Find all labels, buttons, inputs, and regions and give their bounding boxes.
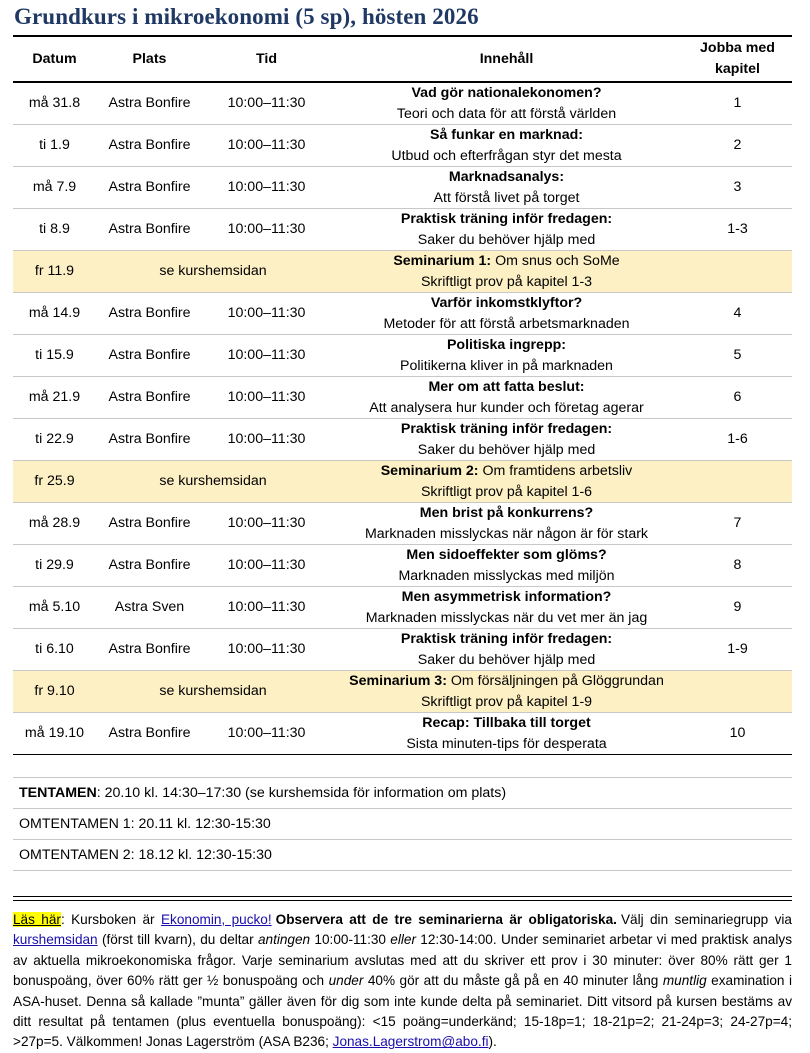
cell-innehall — [330, 293, 683, 335]
tentamen-text: : 20.10 kl. 14:30–17:30 (se kurshemsida för information om plats) — [96, 785, 507, 801]
cell-tid: 10:00–11:30 — [203, 545, 330, 587]
table-row — [13, 125, 792, 167]
cell-kapitel: 4 — [683, 293, 792, 335]
cell-plats: Astra Bonfire — [96, 503, 203, 545]
table-row — [13, 167, 792, 209]
info-em-3: under — [328, 973, 364, 989]
cell-tid: 10:00–11:30 — [203, 82, 330, 125]
cell-datum: må 19.10 — [13, 713, 96, 755]
cell-tid: 10:00–11:30 — [203, 629, 330, 671]
info-text-7: examination i ASA-huset. Denna så kallade ”munta” gäller även för dig som inte kunde delta på seminariet. Ditt vitsord på kursen bestäms av ditt resultat på tentamen (plus eventuella bonuspoäng): <15 poäng=underkänd; 15-18p=1; 18-21p=2; 21-24p=3; 24-27p=4; >27p=5. Välkommen! Jonas Lagerström (ASA B236; — [13, 973, 792, 1050]
tentamen-label: TENTAMEN — [19, 785, 97, 801]
seminar-row — [13, 671, 792, 713]
cell-plats: Astra Bonfire — [96, 293, 203, 335]
cell-datum: ti 8.9 — [13, 209, 96, 251]
cell-innehall — [330, 251, 683, 293]
seminar-row — [13, 251, 792, 293]
cell-innehall — [330, 125, 683, 167]
seminar-test: Skriftligt prov på kapitel 1-9 — [420, 693, 593, 710]
table-row — [13, 209, 792, 251]
cell-innehall — [330, 419, 683, 461]
book-link[interactable]: Ekonomin, pucko! — [160, 912, 272, 927]
topic-title: Men asymmetrisk information? — [401, 589, 612, 605]
topic-text: Marknaden misslyckas med miljön — [398, 567, 615, 584]
cell-kapitel: 7 — [683, 503, 792, 545]
cell-innehall — [330, 629, 683, 671]
cell-plats: Astra Bonfire — [96, 629, 203, 671]
exam-row-omtentamen-1: OMTENTAMEN 1: 20.11 kl. 12:30-15:30 — [13, 808, 792, 839]
topic-text: Marknaden misslyckas när någon är för stark — [364, 525, 649, 542]
cell-plats: Astra Bonfire — [96, 82, 203, 125]
cell-plats: Astra Bonfire — [96, 335, 203, 377]
cell-kapitel: 1-3 — [683, 209, 792, 251]
course-site-link[interactable]: kurshemsidan — [13, 932, 98, 948]
seminar-topic: Om snus och SoMe — [495, 253, 620, 269]
cell-plats: se kurshemsidan — [96, 461, 330, 503]
cell-innehall — [330, 713, 683, 755]
cell-kapitel: 6 — [683, 377, 792, 419]
cell-kapitel — [683, 671, 792, 713]
exam-row-omtentamen-2: OMTENTAMEN 2: 18.12 kl. 12:30-15:30 — [13, 839, 792, 871]
header-kapitel — [683, 36, 792, 82]
seminar-test: Skriftligt prov på kapitel 1-6 — [420, 483, 593, 500]
info-em-2: eller — [390, 932, 416, 948]
cell-innehall — [330, 167, 683, 209]
info-em-1: antingen — [257, 932, 311, 948]
topic-title: Praktisk träning inför fredagen: — [400, 421, 613, 437]
cell-kapitel: 8 — [683, 545, 792, 587]
cell-kapitel: 1-9 — [683, 629, 792, 671]
topic-text: Saker du behöver hjälp med — [417, 651, 596, 668]
topic-title: Varför inkomstklyftor? — [430, 295, 583, 311]
cell-datum: ti 29.9 — [13, 545, 96, 587]
seminar-test: Skriftligt prov på kapitel 1-3 — [420, 273, 593, 290]
topic-text: Metoder för att förstå arbetsmarknaden — [383, 315, 630, 332]
topic-title: Praktisk träning inför fredagen: — [400, 631, 613, 647]
topic-title: Vad gör nationalekonomen? — [411, 85, 602, 101]
cell-innehall — [330, 82, 683, 125]
seminar-title: Seminarium 2: — [380, 463, 479, 479]
topic-title: Så funkar en marknad: — [430, 127, 583, 143]
topic-text: Utbud och efterfrågan styr det mesta — [391, 147, 622, 164]
cell-kapitel: 1-6 — [683, 419, 792, 461]
cell-tid: 10:00–11:30 — [203, 209, 330, 251]
cell-plats: Astra Bonfire — [96, 209, 203, 251]
seminar-title: Seminarium 3: — [349, 673, 447, 689]
topic-title: Men brist på konkurrens? — [419, 505, 594, 521]
cell-tid: 10:00–11:30 — [203, 125, 330, 167]
read-here-highlight: Läs här — [13, 912, 61, 927]
cell-tid: 10:00–11:30 — [203, 377, 330, 419]
cell-innehall — [330, 545, 683, 587]
info-text-3: (först till kvarn), du deltar — [101, 932, 258, 948]
topic-title: Recap: Tillbaka till torget — [422, 715, 591, 731]
info-text-8: ). — [488, 1034, 497, 1050]
cell-tid: 10:00–11:30 — [203, 503, 330, 545]
header-datum: Datum — [13, 36, 96, 82]
cell-tid: 10:00–11:30 — [203, 419, 330, 461]
topic-title: Marknadsanalys: — [448, 169, 565, 185]
cell-kapitel — [683, 461, 792, 503]
cell-datum: ti 6.10 — [13, 629, 96, 671]
mandatory-notice: Observera att de tre seminarierna är obligatoriska. — [275, 912, 617, 927]
cell-innehall — [330, 671, 683, 713]
info-text-5: 12:30-14:00. Under seminariet arbetar vi med praktisk analys av aktuella mikroekonomiska frågor. Varje seminarium avslutas med att du skriver ett prov i 30 minuter: över 80% rätt ger 1 bonuspoäng, över 60% rätt ger ½ bonuspoäng och — [13, 932, 792, 989]
table-row — [13, 419, 792, 461]
info-text-4: 10:00-11:30 — [310, 932, 391, 948]
divider-top — [13, 896, 792, 897]
table-row — [13, 335, 792, 377]
cell-plats: Astra Bonfire — [96, 419, 203, 461]
topic-text: Sista minuten-tips för desperata — [406, 735, 607, 752]
cell-datum: ti 15.9 — [13, 335, 96, 377]
cell-plats: Astra Bonfire — [96, 125, 203, 167]
table-row — [13, 377, 792, 419]
cell-tid: 10:00–11:30 — [203, 587, 330, 629]
topic-title: Praktisk träning inför fredagen: — [400, 211, 613, 227]
topic-text: Marknaden misslyckas när du vet mer än jag — [365, 609, 648, 626]
cell-tid: 10:00–11:30 — [203, 713, 330, 755]
info-em-4: muntlig — [662, 973, 707, 989]
cell-tid: 10:00–11:30 — [203, 167, 330, 209]
topic-title: Mer om att fatta beslut: — [428, 379, 585, 395]
cell-innehall — [330, 503, 683, 545]
table-row — [13, 293, 792, 335]
cell-datum: ti 22.9 — [13, 419, 96, 461]
cell-datum: må 31.8 — [13, 82, 96, 125]
topic-text: Teori och data för att förstå världen — [396, 105, 617, 122]
schedule-table — [13, 35, 792, 755]
table-row — [13, 587, 792, 629]
cell-kapitel: 10 — [683, 713, 792, 755]
header-kapitel-line2: kapitel — [715, 61, 760, 77]
cell-tid: 10:00–11:30 — [203, 335, 330, 377]
course-info-paragraph — [13, 910, 792, 1053]
cell-datum: fr 11.9 — [13, 251, 96, 293]
cell-kapitel: 5 — [683, 335, 792, 377]
topic-text: Att förstå livet på torget — [433, 189, 580, 206]
header-innehall: Innehåll — [330, 36, 683, 82]
topic-text: Politikerna kliver in på marknaden — [400, 357, 613, 374]
cell-datum: må 14.9 — [13, 293, 96, 335]
seminar-title: Seminarium 1: — [393, 253, 492, 269]
page-title: Grundkurs i mikroekonomi (5 sp), hösten 2026 — [14, 4, 479, 29]
header-plats: Plats — [96, 36, 203, 82]
cell-kapitel: 3 — [683, 167, 792, 209]
divider-bottom — [13, 900, 792, 901]
cell-kapitel: 9 — [683, 587, 792, 629]
table-row — [13, 503, 792, 545]
topic-text: Saker du behöver hjälp med — [417, 231, 596, 248]
cell-plats: Astra Bonfire — [96, 545, 203, 587]
cell-innehall — [330, 335, 683, 377]
cell-plats: Astra Bonfire — [96, 377, 203, 419]
cell-plats: Astra Bonfire — [96, 167, 203, 209]
seminar-topic: Om framtidens arbetsliv — [482, 463, 633, 479]
cell-kapitel: 2 — [683, 125, 792, 167]
cell-innehall — [330, 377, 683, 419]
cell-datum: må 21.9 — [13, 377, 96, 419]
exam-row-tentamen — [13, 777, 792, 808]
cell-plats: se kurshemsidan — [96, 671, 330, 713]
table-row — [13, 713, 792, 755]
cell-datum: må 5.10 — [13, 587, 96, 629]
topic-title: Politiska ingrepp: — [446, 337, 567, 353]
cell-datum: fr 25.9 — [13, 461, 96, 503]
table-row — [13, 629, 792, 671]
table-row — [13, 545, 792, 587]
topic-text: Att analysera hur kunder och företag agerar — [369, 399, 644, 416]
cell-innehall — [330, 461, 683, 503]
exam-list — [13, 777, 792, 871]
cell-kapitel: 1 — [683, 82, 792, 125]
cell-innehall — [330, 587, 683, 629]
cell-datum: må 7.9 — [13, 167, 96, 209]
cell-kapitel — [683, 251, 792, 293]
topic-text: Saker du behöver hjälp med — [417, 441, 596, 458]
cell-datum: må 28.9 — [13, 503, 96, 545]
topic-title: Men sidoeffekter som glöms? — [406, 547, 607, 563]
cell-tid: 10:00–11:30 — [203, 293, 330, 335]
table-header-row — [13, 36, 792, 82]
cell-innehall — [330, 209, 683, 251]
table-row — [13, 82, 792, 125]
seminar-row — [13, 461, 792, 503]
cell-plats: Astra Bonfire — [96, 713, 203, 755]
email-link[interactable]: Jonas.Lagerstrom@abo.fi — [332, 1034, 489, 1050]
info-text-1: : Kursboken är — [60, 912, 161, 927]
header-kapitel-line1: Jobba med — [700, 40, 775, 56]
cell-datum: fr 9.10 — [13, 671, 96, 713]
info-text-6: 40% gör att du måste gå på en 40 minuter lång — [363, 973, 663, 989]
cell-plats: Astra Sven — [96, 587, 203, 629]
seminar-topic: Om försäljningen på Glöggrundan — [450, 673, 664, 689]
cell-plats: se kurshemsidan — [96, 251, 330, 293]
cell-datum: ti 1.9 — [13, 125, 96, 167]
info-text-2: Välj din seminariegrupp via — [620, 912, 792, 927]
header-tid: Tid — [203, 36, 330, 82]
